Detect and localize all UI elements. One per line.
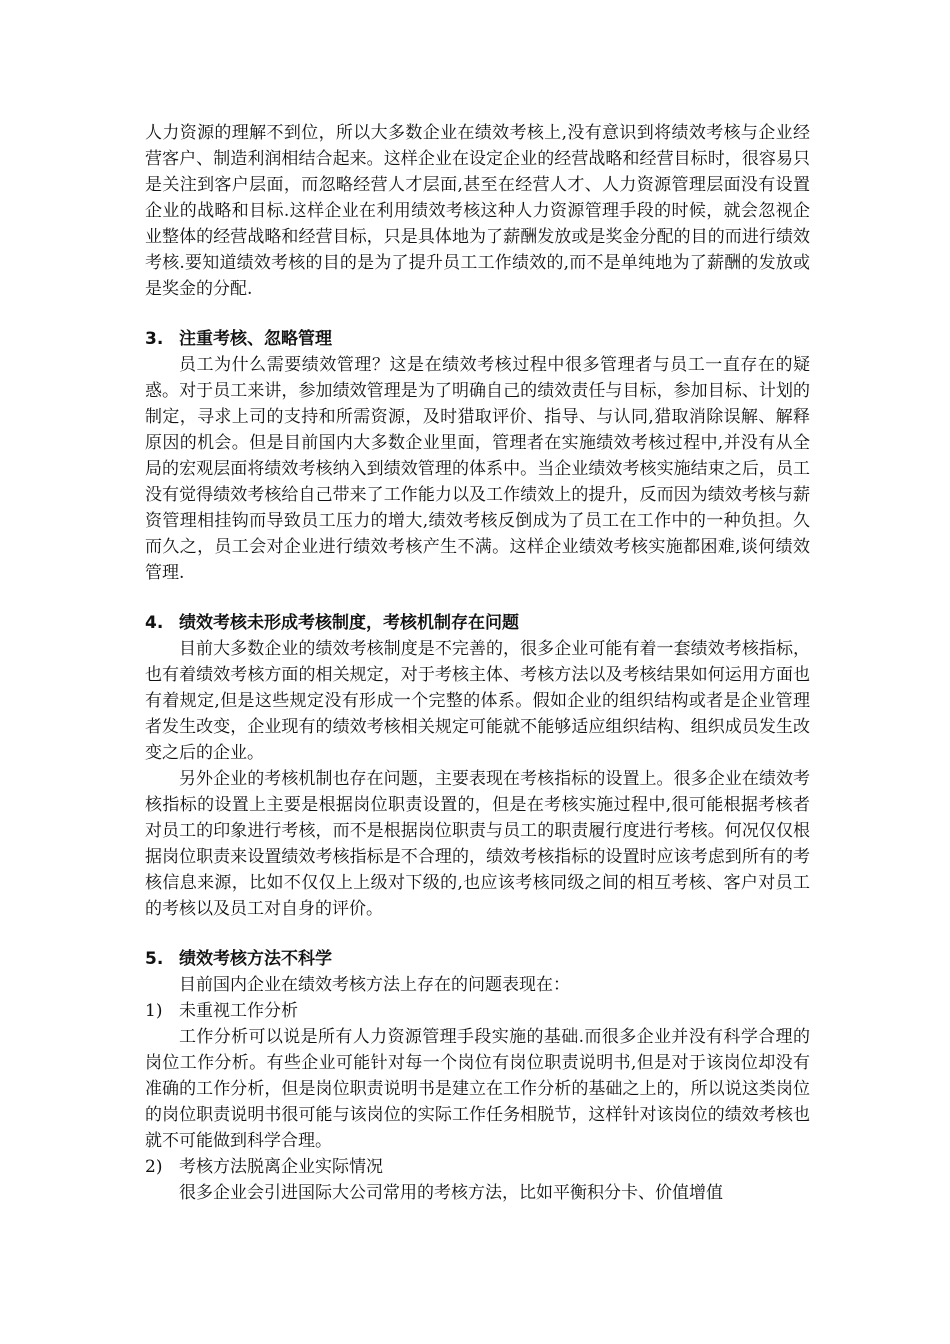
item-1-heading bbox=[145, 998, 810, 1024]
section-4-paragraph-1: 目前大多数企业的绩效考核制度是不完善的，很多企业可能有着一套绩效考核指标，也有着绩效考核方面的相关规定，对于考核主体、考核方法以及考核结果如何运用方面也有着规定,但是这些规定没有形成一个完整的体系。假如企业的组织结构或者是企业管理者发生改变，企业现有的绩效考核相关规定可能就不能够适应组织结构、组织成员发生改变之后的企业。 bbox=[145, 639, 810, 763]
item-2-title: 考核方法脱离企业实际情况 bbox=[179, 1157, 383, 1177]
item-2-number: 2) bbox=[145, 1157, 163, 1177]
section-3-paragraph: 员工为什么需要绩效管理？这是在绩效考核过程中很多管理者与员工一直存在的疑惑。对于员工来讲，参加绩效管理是为了明确自己的绩效责任与目标，参加目标、计划的制定，寻求上司的支持和所需资源，及时猎取评价、指导、与认同,猎取消除误解、解释原因的机会。但是目前国内大多数企业里面，管理者在实施绩效考核过程中,并没有从全局的宏观层面将绩效考核纳入到绩效管理的体系中。当企业绩效考核实施结束之后，员工没有觉得绩效考核给自己带来了工作能力以及工作绩效上的提升，反而因为绩效考核与薪资管理相挂钩而导致员工压力的增大,绩效考核反倒成为了员工在工作中的一种负担。久而久之，员工会对企业进行绩效考核产生不满。这样企业绩效考核实施都困难,谈何绩效管理. bbox=[145, 355, 810, 583]
section-4-number: 4. bbox=[145, 613, 164, 633]
item-1-number: 1) bbox=[145, 1001, 163, 1021]
section-5-title: 绩效考核方法不科学 bbox=[179, 949, 332, 969]
section-4-heading bbox=[145, 610, 810, 636]
section-5-intro: 目前国内企业在绩效考核方法上存在的问题表现在： bbox=[179, 975, 570, 995]
section-3-heading bbox=[145, 326, 810, 352]
section-5-heading bbox=[145, 946, 810, 972]
item-1-paragraph: 工作分析可以说是所有人力资源管理手段实施的基础.而很多企业并没有科学合理的岗位工作分析。有些企业可能针对每一个岗位有岗位职责说明书,但是对于该岗位却没有准确的工作分析，但是岗位职责说明书是建立在工作分析的基础之上的，所以说这类岗位的岗位职责说明书很可能与该岗位的实际工作任务相脱节，这样针对该岗位的绩效考核也就不可能做到科学合理。 bbox=[145, 1027, 810, 1151]
spacer bbox=[145, 586, 810, 610]
section-4-title: 绩效考核未形成考核制度，考核机制存在问题 bbox=[179, 613, 519, 633]
section-4-paragraph-2: 另外企业的考核机制也存在问题，主要表现在考核指标的设置上。很多企业在绩效考核指标的设置上主要是根据岗位职责设置的，但是在考核实施过程中,很可能根据考核者对员工的印象进行考核，而不是根据岗位职责与员工的职责履行度进行考核。何况仅仅根据岗位职责来设置绩效考核指标是不合理的，绩效考核指标的设置时应该考虑到所有的考核信息来源，比如不仅仅上上级对下级的,也应该考核同级之间的相互考核、客户对员工的考核以及员工对自身的评价。 bbox=[145, 769, 810, 919]
section-3-number: 3. bbox=[145, 329, 164, 349]
section-5-number: 5. bbox=[145, 949, 164, 969]
spacer bbox=[145, 922, 810, 946]
intro-paragraph: 人力资源的理解不到位，所以大多数企业在绩效考核上,没有意识到将绩效考核与企业经营客户、制造利润相结合起来。这样企业在设定企业的经营战略和经营目标时，很容易只是关注到客户层面，而忽略经营人才层面,甚至在经营人才、人力资源管理层面没有设置企业的战略和目标.这样企业在利用绩效考核这种人力资源管理手段的时候，就会忽视企业整体的经营战略和经营目标，只是具体地为了薪酬发放或是奖金分配的目的而进行绩效考核.要知道绩效考核的目的是为了提升员工工作绩效的,而不是单纯地为了薪酬的发放或是奖金的分配. bbox=[145, 123, 810, 299]
document-body bbox=[145, 120, 810, 1206]
spacer bbox=[145, 302, 810, 326]
item-2-heading bbox=[145, 1154, 810, 1180]
section-3-title: 注重考核、忽略管理 bbox=[179, 329, 332, 349]
item-1-title: 未重视工作分析 bbox=[179, 1001, 298, 1021]
item-2-paragraph: 很多企业会引进国际大公司常用的考核方法，比如平衡积分卡、价值增值 bbox=[179, 1183, 723, 1203]
